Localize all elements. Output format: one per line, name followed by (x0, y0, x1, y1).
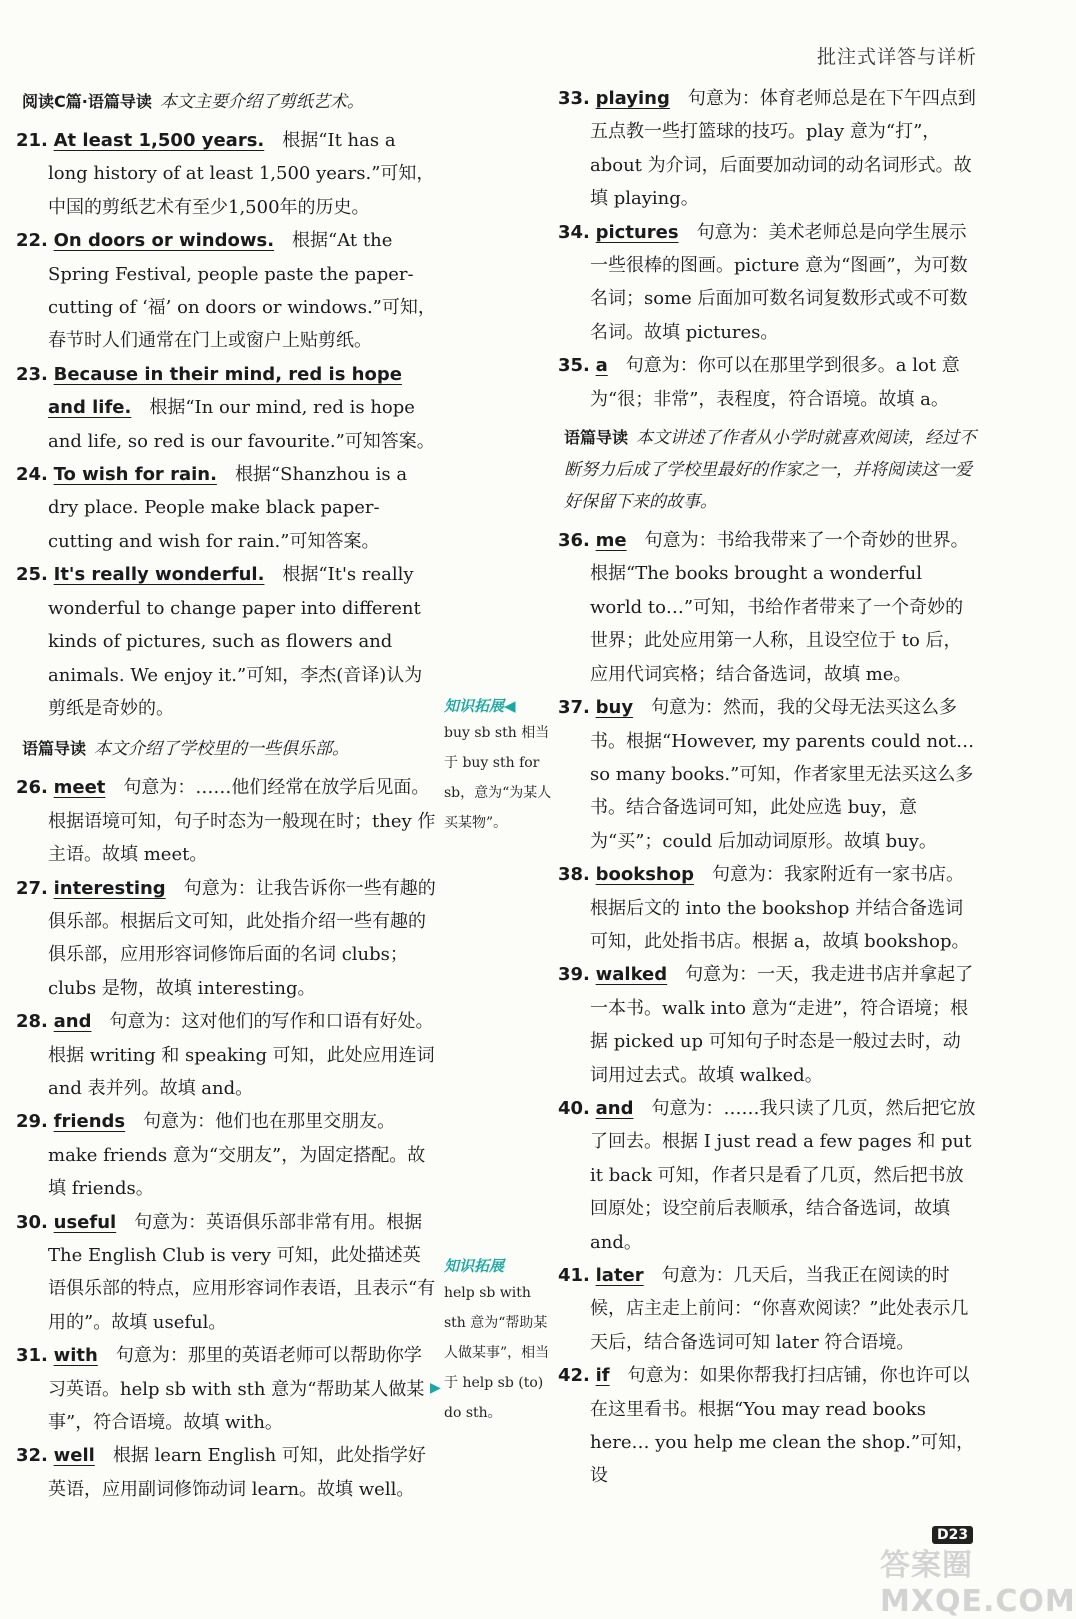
answer-item (16, 124, 436, 224)
explanation-text: 句意为：体育老师总是在下午四点到五点教一些打篮球的技巧。play 意为“打”，about 为介词，后面要加动词的动名词形式。故填 playing。 (590, 88, 976, 210)
knowledge-note-1 (444, 694, 552, 838)
explanation-text: 根据“It's really wonderful to change paper into different kinds of pictures, such as flowers and animals. We enjoy it.”可知，李杰(音译)认为剪纸是奇妙的。 (48, 564, 423, 719)
question-number: 32. (16, 1445, 48, 1467)
answer-text: friends (53, 1111, 126, 1133)
answer-item (558, 349, 978, 416)
answer-item (16, 1005, 436, 1105)
watermark-logo: 答案圈 MXQE.COM (880, 1548, 1076, 1619)
explanation-text: 句意为：……我只读了几页，然后把它放了回去。根据 I just read a few pages 和 put it back 可知，作者只是看了几页，然后把书放回原处；设空前后表顺承，结合备选词，故填 and。 (590, 1097, 976, 1253)
question-number: 31. (16, 1345, 48, 1367)
answer-text: well (53, 1445, 95, 1467)
explanation-text: 句意为：那里的英语老师可以帮助你学习英语。help sb with sth 意为“帮助某人做某事”，符合语境。故填 with。 (48, 1345, 425, 1434)
explanation-text: 句意为：如果你帮我打扫店铺，你也许可以在这里看书。根据“You may read books here… you help me clean the shop.”可知，设 (590, 1365, 975, 1487)
intro-text: 本文主要介绍了剪纸艺术。 (159, 92, 364, 112)
question-number: 40. (558, 1097, 590, 1119)
answer-text: useful (53, 1211, 117, 1233)
explanation-text: 句意为：英语俱乐部非常有用。根据 The English Club is very 可知，此处描述英语俱乐部的特点，应用形容词作表语，且表示“有用的”。故填 useful。 (48, 1211, 436, 1333)
explanation-text: 句意为：一天，我走进书店并拿起了一本书。walk into 意为“走进”，符合语境；根据 picked up 可知句子时态是一般过去时，动词用过去式。故填 walked。 (590, 964, 974, 1086)
answer-text: with (53, 1345, 98, 1367)
explanation-text: 句意为：我家附近有一家书店。根据后文的 into the bookshop 并结合备选词可知，此处指书店。根据 a，故填 bookshop。 (590, 864, 970, 952)
answer-item (558, 1092, 978, 1259)
question-number: 29. (16, 1111, 48, 1133)
answer-item (558, 691, 978, 858)
answer-text: a (595, 355, 608, 377)
answer-text: It's really wonderful. (53, 564, 265, 586)
answer-item (558, 524, 978, 691)
answer-item (16, 1105, 436, 1205)
answer-item (16, 1439, 436, 1506)
passage-intro-d (22, 733, 436, 765)
question-number: 26. (16, 777, 48, 799)
intro-tag: 阅读C篇·语篇导读 (22, 92, 152, 111)
question-number: 25. (16, 564, 48, 586)
answer-item (16, 458, 436, 558)
question-number: 33. (558, 88, 590, 109)
page-header: 批注式详答与详析 (816, 46, 977, 68)
question-number: 37. (558, 697, 590, 719)
answer-item (558, 216, 978, 350)
passage-intro-c (22, 86, 436, 118)
answer-item (16, 872, 436, 1006)
answer-item (16, 558, 436, 725)
knowledge-note-title: 知识拓展 (444, 1257, 505, 1275)
question-number: 27. (16, 877, 48, 899)
question-number: 34. (558, 221, 590, 243)
question-number: 39. (558, 964, 590, 986)
answer-text: pictures (595, 221, 679, 243)
question-number: 23. (16, 363, 48, 385)
question-number: 41. (558, 1265, 590, 1286)
answer-text: me (595, 530, 627, 552)
explanation-text: 句意为：……他们经常在放学后见面。根据语境可知，句子时态为一般现在时；they 作主语。故填 meet。 (48, 777, 436, 866)
knowledge-note-text: help sb with sth 意为“帮助某人做某事”，相当于 help sb (to) do sth。 (444, 1285, 550, 1421)
answer-item (558, 82, 978, 216)
answer-item (16, 358, 436, 458)
explanation-text: 句意为：这对他们的写作和口语有好处。根据 writing 和 speaking 可知，此处应用连词 and 表并列。故填 and。 (48, 1011, 435, 1099)
answer-item (558, 1359, 978, 1493)
answer-text: if (595, 1365, 610, 1387)
explanation-text: 根据“At the Spring Festival, people paste the paper-cutting of ‘福’ on doors or windows.”可知，春节时人们通常在门上或窗户上贴剪纸。 (48, 230, 436, 352)
knowledge-note-2 (444, 1254, 552, 1428)
answer-text: interesting (53, 877, 166, 899)
explanation-text: 根据 learn English 可知，此处指学好英语，应用副词修饰动词 learn。故填 well。 (48, 1445, 426, 1500)
explanation-text: 根据“It has a long history of at least 1,500 years.”可知，中国的剪纸艺术有至少1,500年的历史。 (48, 130, 435, 218)
question-number: 28. (16, 1011, 48, 1033)
question-number: 36. (558, 530, 590, 552)
page-number: D23 (932, 1526, 973, 1544)
arrow-left-icon: ◀ (504, 697, 516, 715)
explanation-text: 句意为：美术老师总是向学生展示一些很棒的图画。picture 意为“图画”，为可数名词；some 后面加可数名词复数形式或不可数名词。故填 pictures。 (590, 221, 968, 343)
question-number: 21. (16, 130, 48, 151)
answer-item (558, 958, 978, 1092)
question-number: 30. (16, 1211, 48, 1233)
answer-text: On doors or windows. (53, 230, 275, 252)
knowledge-note-title: 知识拓展◀ (444, 697, 516, 715)
passage-intro-e (564, 422, 978, 518)
answer-text: Because in their mind, red is hope and life. (48, 363, 402, 419)
answer-item (16, 771, 436, 871)
explanation-text: 句意为：你可以在那里学到很多。a lot 意为“很；非常”，表程度，符合语境。故填 a。 (590, 355, 960, 410)
answer-text: meet (53, 777, 106, 799)
explanation-text: 根据“In our mind, red is hope and life, so red is our favourite.”可知答案。 (48, 397, 435, 452)
right-column (558, 82, 978, 1493)
explanation-text: 句意为：几天后，当我正在阅读的时候，店主走上前问：“你喜欢阅读？”此处表示几天后，结合备选词可知 later 符合语境。 (590, 1265, 969, 1353)
answer-item (16, 1206, 436, 1340)
explanation-text: 句意为：他们也在那里交朋友。make friends 意为“交朋友”，为固定搭配。故填 friends。 (48, 1111, 426, 1200)
intro-tag: 语篇导读 (564, 428, 629, 448)
knowledge-note-text: buy sb sth 相当于 buy sth for sb，意为“为某人买某物”。 (444, 725, 552, 831)
intro-text: 本文介绍了学校里的一些俱乐部。 (94, 739, 350, 760)
question-number: 38. (558, 864, 590, 886)
intro-tag: 语篇导读 (22, 739, 87, 759)
answer-text: later (595, 1265, 644, 1286)
answer-text: and (53, 1011, 92, 1033)
answer-text: At least 1,500 years. (53, 130, 265, 151)
answer-text: and (595, 1097, 634, 1119)
question-number: 24. (16, 464, 48, 486)
answer-text: buy (595, 697, 634, 719)
answer-text: bookshop (595, 864, 694, 886)
answer-item (16, 1339, 436, 1439)
answer-item (558, 858, 978, 958)
answer-item (558, 1259, 978, 1359)
explanation-text: 句意为：书给我带来了一个奇妙的世界。根据“The books brought a wonderful world to…”可知，书给作者带来了一个奇妙的世界；此处应用第一人称，且设空位于 to 后，应用代词宾格；结合备选词，故填 me。 (590, 530, 969, 685)
answer-text: playing (595, 88, 670, 109)
answer-item (16, 224, 436, 358)
explanation-text: 句意为：让我告诉你一些有趣的俱乐部。根据后文可知，此处指介绍一些有趣的俱乐部，应用形容词修饰后面的名词 clubs；clubs 是物，故填 interesting。 (48, 877, 436, 999)
question-number: 22. (16, 230, 48, 252)
question-number: 35. (558, 355, 590, 377)
explanation-text: 根据“Shanzhou is a dry place. People make black paper-cutting and wish for rain.”可知答案。 (48, 464, 408, 552)
answer-text: walked (595, 964, 668, 986)
answer-text: To wish for rain. (53, 464, 217, 486)
explanation-text: 句意为：然而，我的父母无法买这么多书。根据“However, my parents could not… so many books.”可知，作者家里无法买这么多书。结合备选词可知，此处应选 buy，意为“买”；could 后加动词原形。故填 buy。 (590, 697, 975, 852)
arrow-right-icon: ▶ (430, 1380, 441, 1396)
left-column (16, 82, 436, 1506)
intro-text: 本文讲述了作者从小学时就喜欢阅读，经过不断努力后成了学校里最好的作家之一，并将阅读这一爱好保留下来的故事。 (564, 428, 977, 513)
question-number: 42. (558, 1365, 590, 1387)
